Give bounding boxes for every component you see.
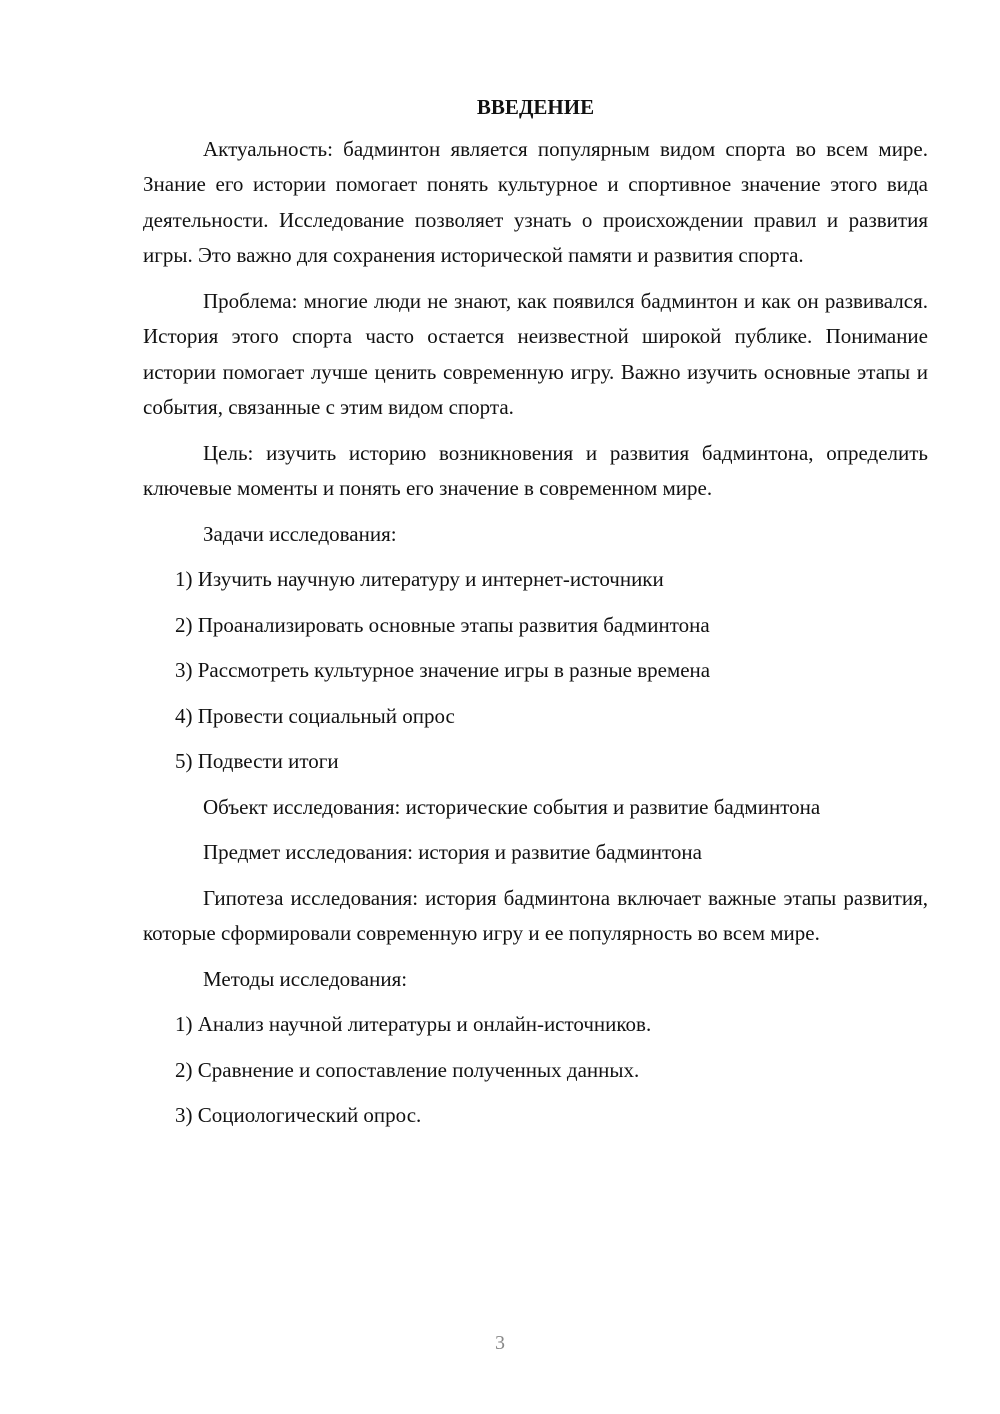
page-title: ВВЕДЕНИЕ xyxy=(476,95,595,119)
list-item: 1) Анализ научной литературы и онлайн-источников. xyxy=(175,1012,652,1036)
goal-paragraph: Цель: изучить историю возникновения и развития бадминтона, определить ключевые моменты и понять его значение в современном мире. xyxy=(143,440,928,500)
subject-paragraph: Предмет исследования: история и развитие бадминтона xyxy=(203,840,702,864)
relevance-paragraph: Актуальность: бадминтон является популярным видом спорта во всем мире. Знание его истории помогает понять культурное и спортивное значение этого вида деятельности. Исследование позволяет узнать о происхождении правил и развития игры. Это важно для сохранения исторической памяти и развития спорта. xyxy=(143,136,928,267)
page-number: 3 xyxy=(495,1332,505,1354)
tasks-heading: Задачи исследования: xyxy=(203,521,397,546)
hypothesis-paragraph: Гипотеза исследования: история бадминтона включает важные этапы развития, которые сформировали современную игру и ее популярность во всем мире. xyxy=(143,885,928,945)
methods-heading: Методы исследования: xyxy=(203,966,408,991)
methods-list xyxy=(143,1007,928,1134)
list-item: 2) Проанализировать основные этапы развития бадминтона xyxy=(175,612,710,637)
document-page xyxy=(143,90,928,1144)
object-paragraph: Объект исследования: исторические события и развитие бадминтона xyxy=(203,794,821,819)
list-item: 1) Изучить научную литературу и интернет-источники xyxy=(175,567,664,591)
list-item: 5) Подвести итоги xyxy=(175,749,339,773)
list-item: 3) Рассмотреть культурное значение игры в разные времена xyxy=(175,658,711,682)
list-item: 3) Социологический опрос. xyxy=(175,1103,422,1127)
tasks-list xyxy=(143,562,928,780)
problem-paragraph: Проблема: многие люди не знают, как появился бадминтон и как он развивался. История этого спорта часто остается неизвестной широкой публике. Понимание истории помогает лучше ценить современную игру. Важно изучить основные этапы и события, связанные с этим видом спорта. xyxy=(143,288,928,419)
list-item: 4) Провести социальный опрос xyxy=(175,703,455,728)
list-item: 2) Сравнение и сопоставление полученных данных. xyxy=(175,1057,640,1082)
